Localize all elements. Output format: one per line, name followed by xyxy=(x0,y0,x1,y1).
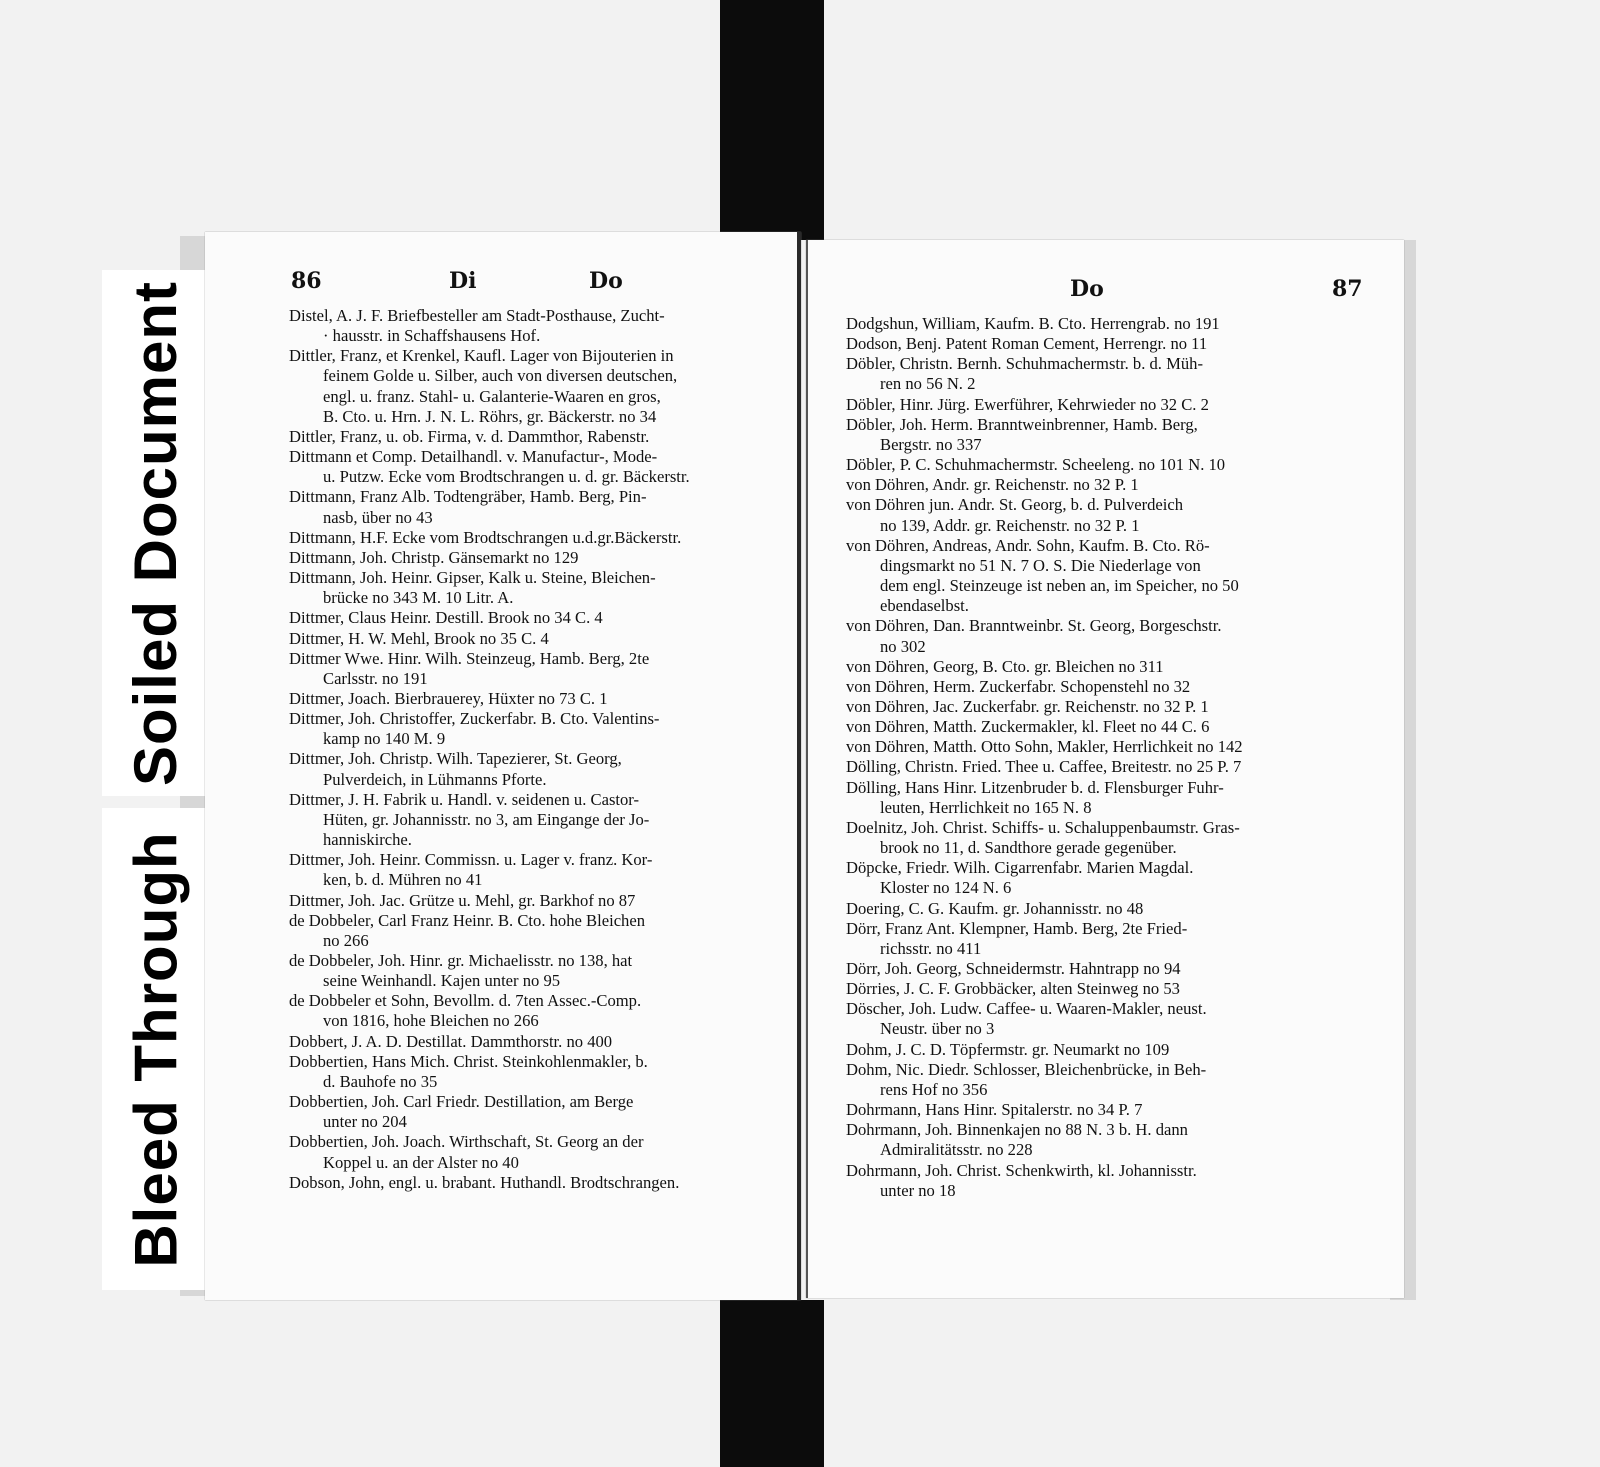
right-entries xyxy=(846,314,1366,1201)
directory-line: von Döhren, Herm. Zuckerfabr. Schopenstehl no 32 xyxy=(846,676,1191,696)
directory-line: B. Cto. u. Hrn. J. N. L. Röhrs, gr. Bäckerstr. no 34 xyxy=(323,406,657,426)
directory-line: Dittmann et Comp. Detailhandl. v. Manufactur-, Mode- xyxy=(289,447,658,467)
directory-line: Dittmann, Joh. Christp. Gänsemarkt no 129 xyxy=(289,547,579,567)
directory-line: no 302 xyxy=(880,636,926,656)
soiled-document-label: Soiled Document xyxy=(102,270,210,796)
directory-line: von Döhren jun. Andr. St. Georg, b. d. Pulverdeich xyxy=(846,495,1184,515)
directory-line: Dittmer, Claus Heinr. Destill. Brook no 34 C. 4 xyxy=(289,608,603,628)
directory-line: Dobbert, J. A. D. Destillat. Dammthorstr. no 400 xyxy=(289,1031,613,1051)
directory-line: Dobbertien, Hans Mich. Christ. Steinkohlenmakler, b. xyxy=(289,1051,648,1071)
directory-line: Dittler, Franz, et Krenkel, Kaufl. Lager von Bijouterien in xyxy=(289,346,674,366)
directory-line: feinem Golde u. Silber, auch von diversen deutschen, xyxy=(323,366,678,386)
binding-strap-bottom xyxy=(720,1300,824,1467)
running-head-right: Do xyxy=(589,268,623,294)
directory-line: unter no 204 xyxy=(323,1112,407,1132)
directory-line: hanniskirche. xyxy=(323,830,412,850)
directory-line: de Dobbeler, Joh. Hinr. gr. Michaelisstr. no 138, hat xyxy=(289,951,633,970)
bleed-through-label: Bleed Through xyxy=(102,808,210,1290)
directory-line: nasb, über no 43 xyxy=(323,507,433,527)
directory-line: Dohrmann, Hans Hinr. Spitalerstr. no 34 P. 7 xyxy=(846,1100,1143,1120)
directory-line: ken, b. d. Mühren no 41 xyxy=(323,870,483,890)
directory-line: rens Hof no 356 xyxy=(880,1079,988,1099)
directory-line: Dittmann, H.F. Ecke vom Brodtschrangen u.d.gr.Bäckerstr. xyxy=(289,527,682,547)
directory-line: Döbler, Christn. Bernh. Schuhmachermstr. b. d. Müh- xyxy=(846,354,1203,374)
directory-line: Döbler, Joh. Herm. Branntweinbrenner, Hamb. Berg, xyxy=(846,414,1198,434)
directory-line: von Döhren, Jac. Zuckerfabr. gr. Reichenstr. no 32 P. 1 xyxy=(846,696,1209,716)
directory-line: Dodson, Benj. Patent Roman Cement, Herrengr. no 11 xyxy=(846,334,1208,354)
directory-line: Dobbertien, Joh. Carl Friedr. Destillation, am Berge xyxy=(289,1092,634,1112)
right-page-header xyxy=(808,276,1404,306)
directory-line: Dittmann, Joh. Heinr. Gipser, Kalk u. Steine, Bleichen- xyxy=(289,568,656,588)
directory-line: Dölling, Hans Hinr. Litzenbruder b. d. Flensburger Fuhr- xyxy=(846,777,1224,797)
directory-line: Dohrmann, Joh. Christ. Schenkwirth, kl. Johannisstr. xyxy=(846,1160,1197,1180)
directory-line: no 139, Addr. gr. Reichenstr. no 32 P. 1 xyxy=(880,515,1140,535)
directory-line: de Dobbeler et Sohn, Bevollm. d. 7ten Assec.-Comp. xyxy=(289,991,642,1011)
directory-line: Dittmer, Joh. Jac. Grütze u. Mehl, gr. Barkhof no 87 xyxy=(289,890,636,910)
directory-line: no 266 xyxy=(323,930,369,950)
directory-line: von 1816, hohe Bleichen no 266 xyxy=(323,1011,539,1031)
directory-line: brücke no 343 M. 10 Litr. A. xyxy=(323,588,514,608)
directory-line: Dittmer, H. W. Mehl, Brook no 35 C. 4 xyxy=(289,628,549,648)
directory-line: von Döhren, Matth. Zuckermakler, kl. Fleet no 44 C. 6 xyxy=(846,717,1210,737)
directory-line: Dohrmann, Joh. Binnenkajen no 88 N. 3 b. H. dann xyxy=(846,1120,1188,1140)
directory-line: Dölling, Christn. Fried. Thee u. Caffee, Breitestr. no 25 P. 7 xyxy=(846,757,1242,777)
directory-line: von Döhren, Andreas, Andr. Sohn, Kaufm. B. Cto. Rö- xyxy=(846,535,1210,555)
directory-line: Doering, C. G. Kaufm. gr. Johannisstr. no 48 xyxy=(846,898,1144,918)
left-page-header xyxy=(205,268,797,298)
directory-line: Dörries, J. C. F. Grobbäcker, alten Steinweg no 53 xyxy=(846,979,1180,999)
directory-line: Döbler, P. C. Schuhmachermstr. Scheeleng. no 101 N. 10 xyxy=(846,455,1226,475)
directory-line: Admiralitätsstr. no 228 xyxy=(880,1140,1033,1160)
page-number-left: 86 xyxy=(291,268,322,294)
directory-line: von Döhren, Georg, B. Cto. gr. Bleichen no 311 xyxy=(846,656,1164,676)
directory-line: Döscher, Joh. Ludw. Caffee- u. Waaren-Makler, neust. xyxy=(846,999,1207,1019)
directory-line: Neustr. über no 3 xyxy=(880,1019,995,1039)
directory-line: Dittmer, Joh. Christoffer, Zuckerfabr. B. Cto. Valentins- xyxy=(289,709,660,729)
directory-line: Doelnitz, Joh. Christ. Schiffs- u. Schaluppenbaumstr. Gras- xyxy=(846,817,1240,837)
directory-line: dem engl. Steinzeuge ist neben an, im Speicher, no 50 xyxy=(880,576,1239,596)
directory-line: kamp no 140 M. 9 xyxy=(323,729,446,749)
directory-line: Dobbertien, Joh. Joach. Wirthschaft, St. Georg an der xyxy=(289,1132,644,1152)
directory-line: Hüten, gr. Johannisstr. no 3, am Eingange der Jo- xyxy=(323,809,650,829)
running-head-left: Di xyxy=(449,268,477,294)
directory-line: richsstr. no 411 xyxy=(880,938,982,958)
directory-line: de Dobbeler, Carl Franz Heinr. B. Cto. hohe Bleichen xyxy=(289,910,646,930)
right-page xyxy=(806,240,1404,1298)
directory-line: Pulverdeich, in Lühmanns Pforte. xyxy=(323,769,547,789)
directory-line: von Döhren, Matth. Otto Sohn, Makler, Herrlichkeit no 142 xyxy=(846,737,1243,757)
directory-line: Koppel u. an der Alster no 40 xyxy=(323,1152,519,1172)
directory-line: Döbler, Hinr. Jürg. Ewerführer, Kehrwieder no 32 C. 2 xyxy=(846,394,1209,414)
directory-line: Dörr, Joh. Georg, Schneidermstr. Hahntrapp no 94 xyxy=(846,959,1181,978)
running-head-center: Do xyxy=(1070,276,1104,302)
directory-line: von Döhren, Dan. Branntweinbr. St. Georg, Borgeschstr. xyxy=(846,616,1222,636)
directory-line: Dodgshun, William, Kaufm. B. Cto. Herrengrab. no 191 xyxy=(846,314,1220,333)
directory-line: ren no 56 N. 2 xyxy=(880,374,976,394)
directory-line: u. Putzw. Ecke vom Brodtschrangen u. d. gr. Bäckerstr. xyxy=(323,467,690,487)
directory-line: Dittmer, Joach. Bierbrauerey, Hüxter no 73 C. 1 xyxy=(289,688,608,708)
directory-line: Dohm, Nic. Diedr. Schlosser, Bleichenbrücke, in Beh- xyxy=(846,1059,1207,1079)
directory-line: Dittler, Franz, u. ob. Firma, v. d. Dammthor, Rabenstr. xyxy=(289,426,650,446)
directory-line: Dittmer, Joh. Heinr. Commissn. u. Lager v. franz. Kor- xyxy=(289,850,653,870)
directory-line: Dobson, John, engl. u. brabant. Huthandl. Brodtschrangen. xyxy=(289,1172,680,1192)
directory-line: unter no 18 xyxy=(880,1180,956,1200)
binding-strap-top xyxy=(720,0,824,240)
directory-line: Bergstr. no 337 xyxy=(880,434,982,454)
directory-line: Kloster no 124 N. 6 xyxy=(880,878,1012,898)
directory-line: Dittmer, J. H. Fabrik u. Handl. v. seidenen u. Castor- xyxy=(289,789,640,809)
directory-line: seine Weinhandl. Kajen unter no 95 xyxy=(323,971,561,991)
directory-line: brook no 11, d. Sandthore gerade gegenüber. xyxy=(880,838,1177,858)
page-number-right: 87 xyxy=(1332,276,1363,302)
directory-line: Dittmer, Joh. Christp. Wilh. Tapezierer, St. Georg, xyxy=(289,749,622,769)
directory-line: Dohm, J. C. D. Töpfermstr. gr. Neumarkt no 109 xyxy=(846,1039,1170,1059)
directory-line: von Döhren, Andr. gr. Reichenstr. no 32 P. 1 xyxy=(846,475,1139,495)
directory-line: Carlsstr. no 191 xyxy=(323,668,428,688)
directory-line: Dörr, Franz Ant. Klempner, Hamb. Berg, 2te Fried- xyxy=(846,918,1188,938)
directory-line: engl. u. franz. Stahl- u. Galanterie-Waaren en gros, xyxy=(323,386,661,406)
left-page xyxy=(205,232,801,1300)
directory-line: Döpcke, Friedr. Wilh. Cigarrenfabr. Marien Magdal. xyxy=(846,858,1194,878)
directory-line: d. Bauhofe no 35 xyxy=(323,1071,438,1091)
directory-line: Dittmer Wwe. Hinr. Wilh. Steinzeug, Hamb. Berg, 2te xyxy=(289,648,650,668)
directory-line: Distel, A. J. F. Briefbesteller am Stadt-Posthause, Zucht- xyxy=(289,306,665,325)
directory-line: leuten, Herrlichkeit no 165 N. 8 xyxy=(880,797,1092,817)
directory-line: dingsmarkt no 51 N. 7 O. S. Die Niederlage von xyxy=(880,555,1201,575)
directory-line: ebendaselbst. xyxy=(880,596,969,616)
directory-line: · hausstr. in Schaffshausens Hof. xyxy=(323,326,541,346)
left-entries xyxy=(289,306,789,1193)
directory-line: Dittmann, Franz Alb. Todtengräber, Hamb. Berg, Pin- xyxy=(289,487,647,507)
